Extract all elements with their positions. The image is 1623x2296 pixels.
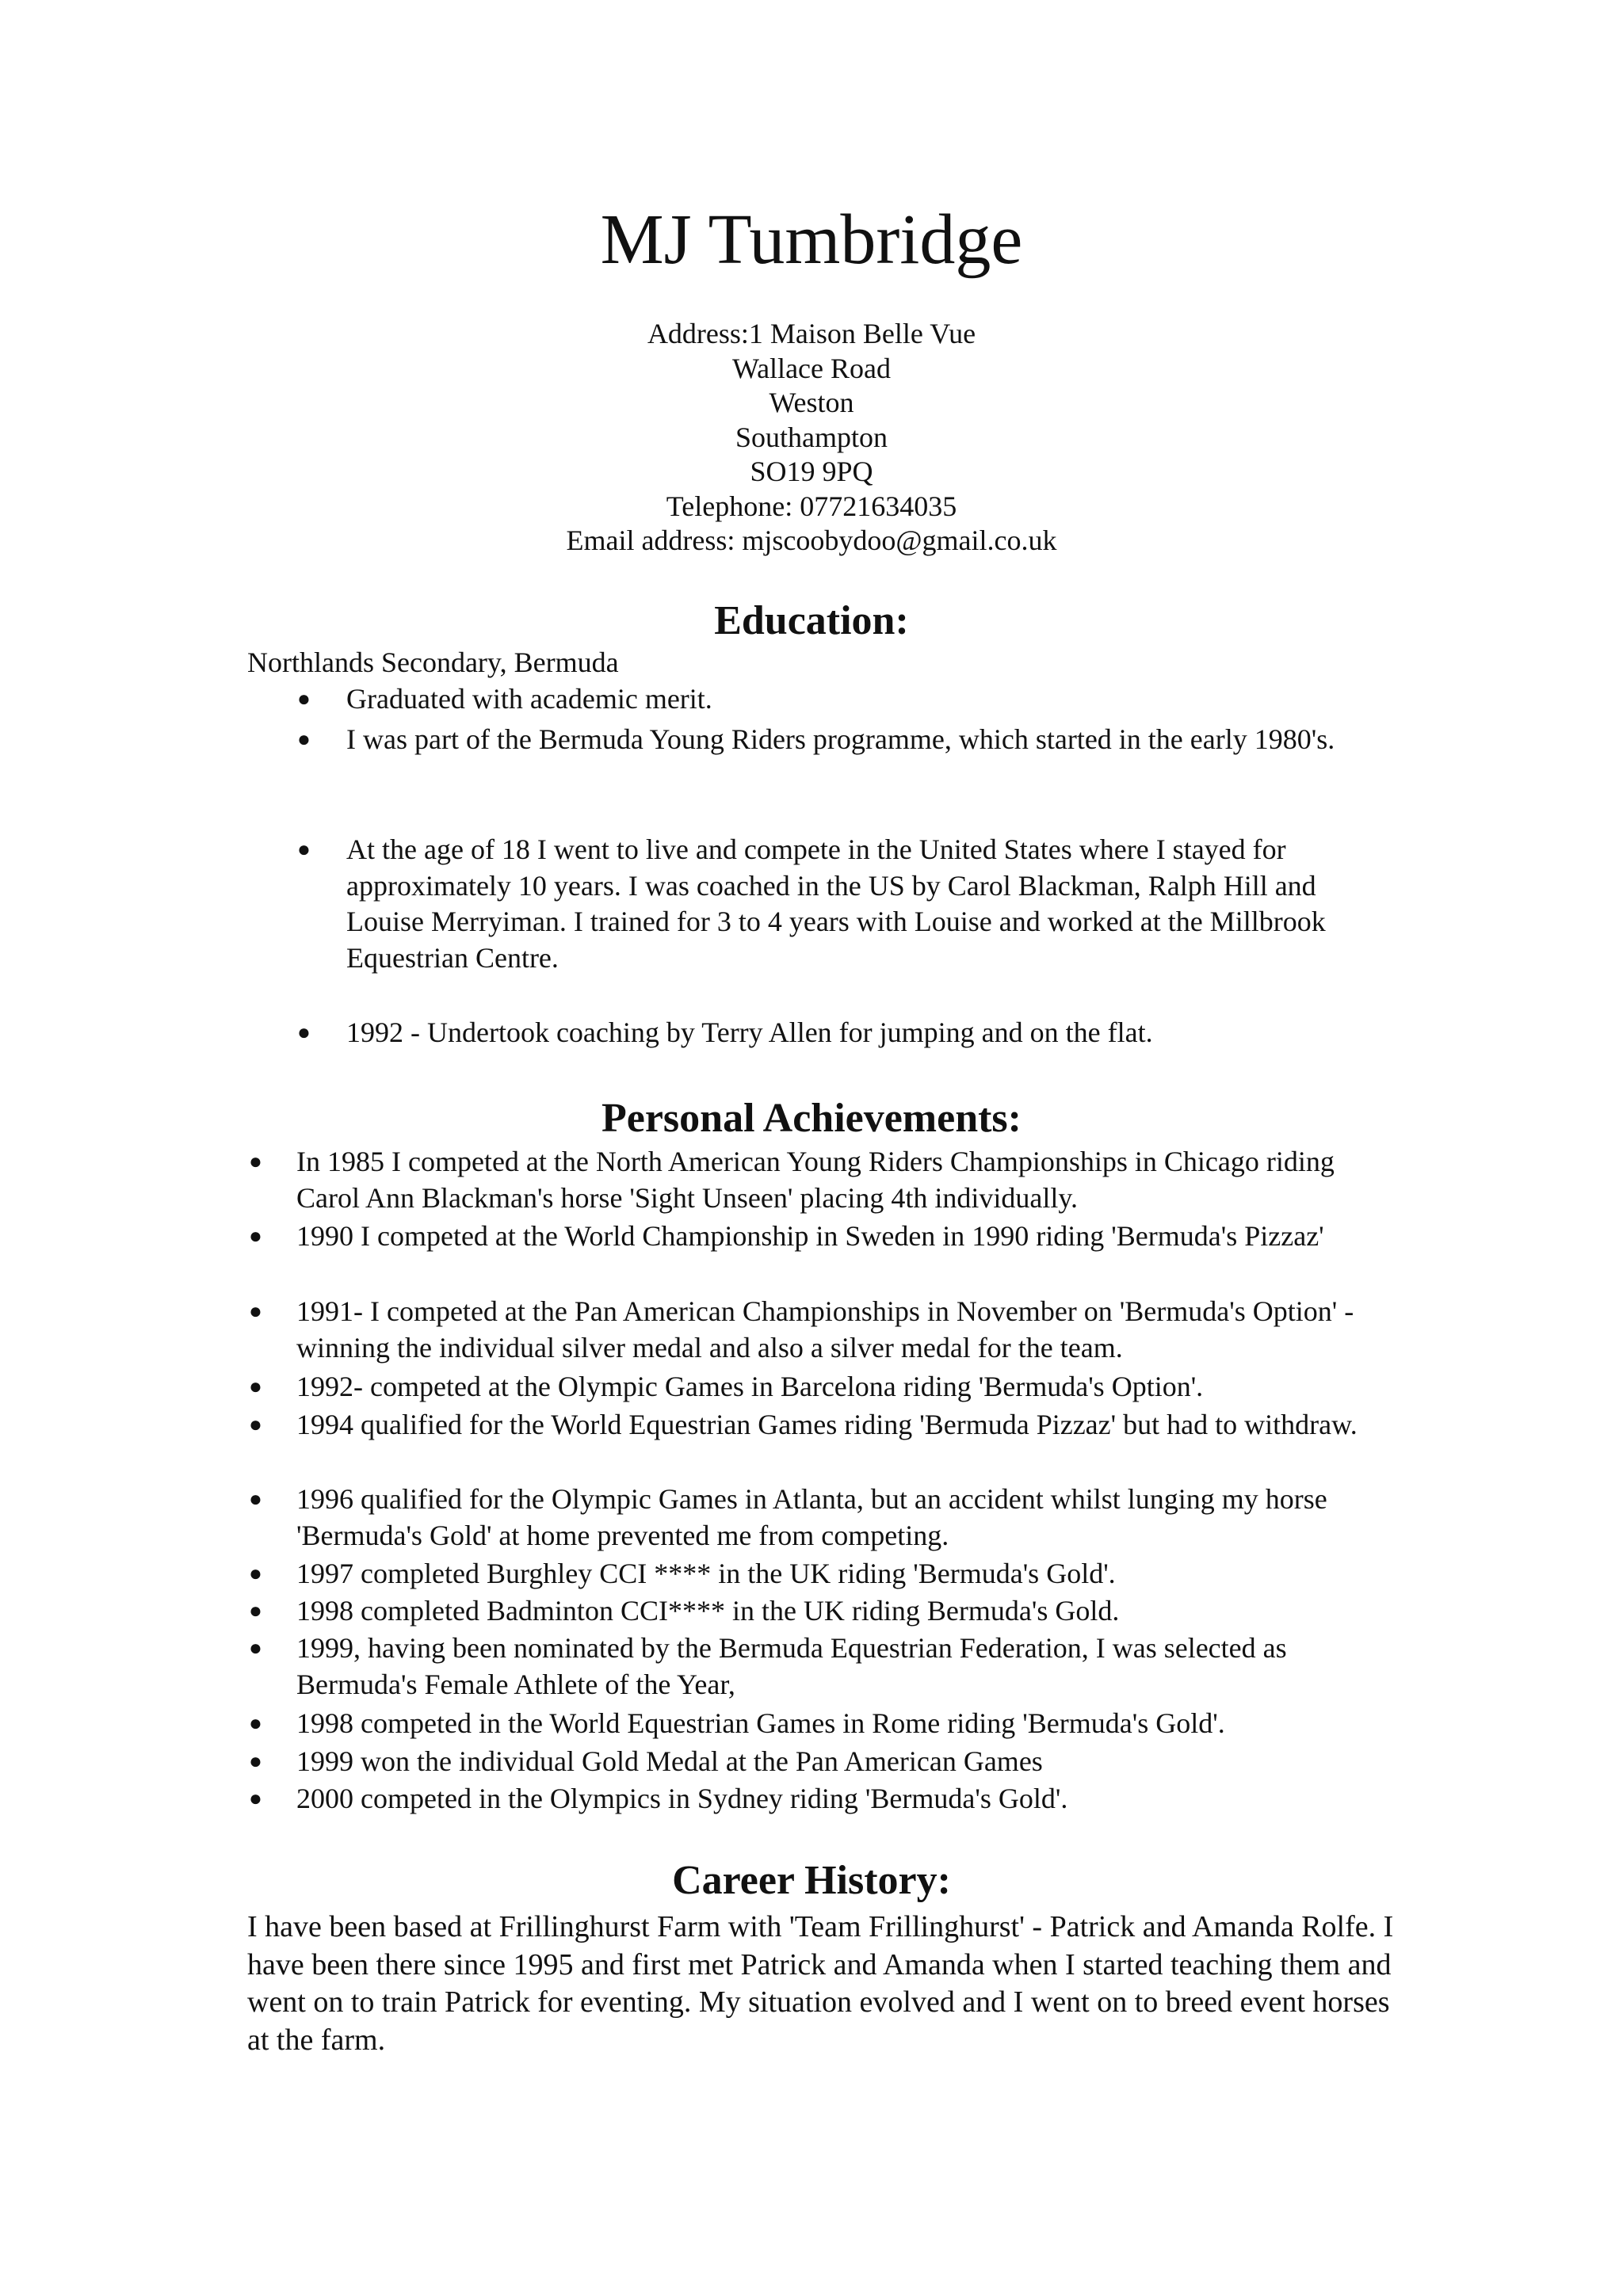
address-line: SO19 9PQ bbox=[750, 456, 873, 487]
candidate-name: MJ Tumbridge bbox=[600, 200, 1023, 279]
education-item: ● Graduated with academic merit. bbox=[346, 681, 1392, 718]
achievement-item: ● 1998 competed in the World Equestrian Games in Rome riding 'Bermuda's Gold'. bbox=[296, 1706, 1382, 1742]
career-heading: Career History: bbox=[672, 1858, 951, 1903]
bullet-icon: ● bbox=[249, 1562, 262, 1586]
bullet-icon: ● bbox=[249, 1150, 262, 1174]
telephone: Telephone: 07721634035 bbox=[666, 490, 957, 522]
education-heading: Education: bbox=[714, 598, 909, 643]
achievements-heading: Personal Achievements: bbox=[601, 1096, 1022, 1141]
achievement-item: ● 1997 completed Burghley CCI **** in the UK riding 'Bermuda's Gold'. bbox=[296, 1556, 1382, 1592]
address-line: Southampton bbox=[735, 421, 888, 453]
address-line: Address:1 Maison Belle Vue bbox=[647, 318, 976, 349]
bullet-icon: ● bbox=[249, 1711, 262, 1736]
bullet-icon: ● bbox=[249, 1413, 262, 1437]
school-name: Northlands Secondary, Bermuda bbox=[247, 646, 619, 678]
achievement-item: ● 1992- competed at the Olympic Games in Barcelona riding 'Bermuda's Option'. bbox=[296, 1369, 1382, 1405]
bullet-icon: ● bbox=[249, 1749, 262, 1774]
achievement-item: ● 1991- I competed at the Pan American Championships in November on 'Bermuda's Option' - winning the individual silver medal and also a silver medal for the team. bbox=[249, 1295, 1354, 1363]
bullet-icon: ● bbox=[297, 1020, 311, 1045]
bullet-icon: ● bbox=[249, 1599, 262, 1623]
achievement-item: ● 1990 I competed at the World Championship in Sweden in 1990 riding 'Bermuda's Pizzaz' bbox=[296, 1219, 1382, 1255]
contact-block bbox=[0, 317, 1623, 559]
education-item: ● I was part of the Bermuda Young Riders programme, which started in the early 1980's. bbox=[346, 722, 1392, 758]
address-line: Wallace Road bbox=[731, 352, 891, 384]
career-text: I have been based at Frillinghurst Farm with 'Team Frillinghurst' - Patrick and Amanda Rolfe. I have been there since 1995 and first met Patrick and Amanda when I started teaching them and went on to train Patrick for eventing. My situation evolved and I went on to breed event horses at the farm. bbox=[247, 1910, 1394, 2057]
achievement-item: ● In 1985 I competed at the North American Young Riders Championships in Chicago riding Carol Ann Blackman's horse 'Sight Unseen' placing 4th individually. bbox=[249, 1146, 1335, 1214]
achievement-item: ● 1996 qualified for the Olympic Games in Atlanta, but an accident whilst lunging my horse 'Bermuda's Gold' at home prevented me from competing. bbox=[249, 1483, 1327, 1551]
achievement-item: ● 1998 completed Badminton CCI**** in the UK riding Bermuda's Gold. bbox=[296, 1593, 1382, 1630]
bullet-icon: ● bbox=[249, 1299, 262, 1324]
bullet-icon: ● bbox=[249, 1787, 262, 1811]
bullet-icon: ● bbox=[249, 1636, 262, 1661]
bullet-icon: ● bbox=[297, 837, 311, 862]
achievement-item: ● 1999 won the individual Gold Medal at the Pan American Games bbox=[296, 1744, 1382, 1780]
education-item: ● At the age of 18 I went to live and compete in the United States where I stayed for approximately 10 years. I was coached in the US by Carol Blackman, Ralph Hill and Louise Merryiman. I trained for 3 to 4 years with Louise and worked at the Millbrook Equestrian Centre. bbox=[297, 833, 1326, 974]
email-address: Email address: mjscoobydoo@gmail.co.uk bbox=[566, 524, 1057, 556]
achievement-item: ● 2000 competed in the Olympics in Sydney riding 'Bermuda's Gold'. bbox=[296, 1781, 1382, 1817]
address-line: Weston bbox=[769, 387, 854, 418]
achievement-item: ● 1999, having been nominated by the Bermuda Equestrian Federation, I was selected as Bermuda's Female Athlete of the Year, bbox=[249, 1632, 1287, 1700]
bullet-icon: ● bbox=[249, 1224, 262, 1249]
education-item: ● 1992 - Undertook coaching by Terry Allen for jumping and on the flat. bbox=[346, 1015, 1392, 1051]
bullet-icon: ● bbox=[249, 1487, 262, 1512]
bullet-icon: ● bbox=[249, 1375, 262, 1399]
bullet-icon: ● bbox=[297, 727, 311, 752]
achievement-item: ● 1994 qualified for the World Equestrian Games riding 'Bermuda Pizzaz' but had to withdraw. bbox=[296, 1407, 1382, 1444]
bullet-icon: ● bbox=[297, 687, 311, 711]
